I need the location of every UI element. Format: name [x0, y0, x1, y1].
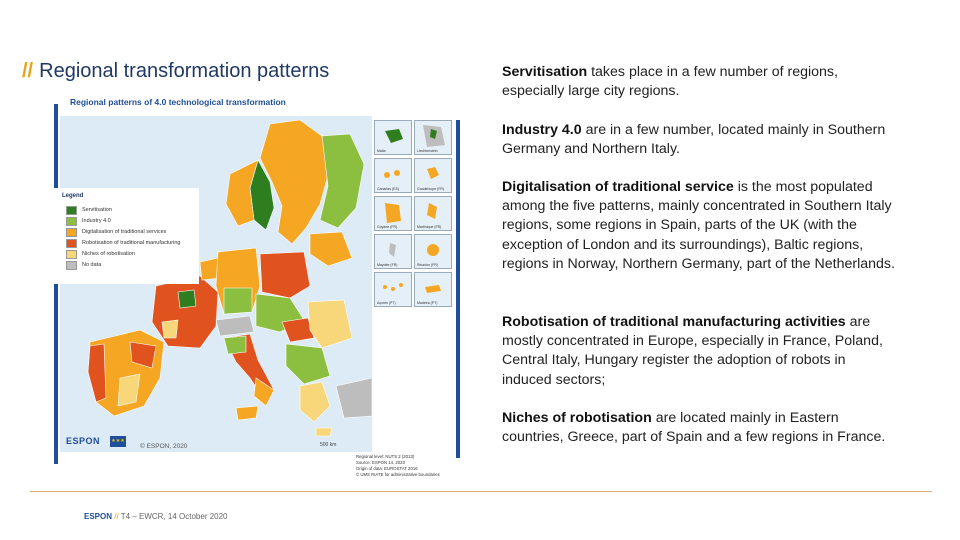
map-left-bar	[54, 104, 58, 464]
source-line: Origin of data: EUROSTAT 2016	[356, 466, 418, 471]
europe-map	[60, 116, 372, 452]
legend-swatch	[66, 261, 77, 270]
paragraph-term: Industry 4.0	[502, 122, 582, 138]
inset-label: Mayotte (FR)	[377, 263, 398, 267]
source-line: Source: ESPON 14, 2020	[356, 460, 405, 465]
paragraph-text: are located mainly in Eastern countries, Greece, part of Spain and a few regions in France.	[502, 410, 886, 446]
espon-logo: ESPON	[66, 436, 101, 446]
legend-label: Servitisation	[82, 207, 112, 213]
inset-martinique	[414, 196, 452, 231]
legend-item-servitisation	[66, 206, 112, 214]
inset-liechtenstein	[414, 120, 452, 155]
source-line: Regional level: NUTS 2 (2013)	[356, 454, 415, 459]
slide-title	[22, 60, 329, 83]
inset-guadeloupe	[414, 158, 452, 193]
legend-label: Industry 4.0	[82, 218, 111, 224]
paragraph-term: Niches of robotisation	[502, 410, 652, 426]
source-line: © UMS RIATE for administrative boundaries	[356, 472, 440, 477]
map-legend	[54, 188, 199, 284]
inset-label: Liechtenstein	[417, 149, 438, 153]
inset-guyane	[374, 196, 412, 231]
inset-label: Guyane (FR)	[377, 225, 398, 229]
legend-label: Robotisation of traditional manufacturing	[82, 240, 181, 246]
inset-label: Açores (PT)	[377, 301, 396, 305]
inset-mayotte	[374, 234, 412, 269]
footer-caption: T4 – EWCR, 14 October 2020	[120, 512, 228, 521]
legend-swatch	[66, 228, 77, 237]
legend-item-robotisation	[66, 239, 180, 247]
legend-item-industry-4	[66, 217, 111, 225]
inset-label: Canarias (ES)	[377, 187, 399, 191]
footer-divider	[30, 491, 932, 492]
inset-label: Malta	[377, 149, 386, 153]
inset-label: Madeira (PT)	[417, 301, 438, 305]
map-scale: 500 km	[320, 442, 337, 448]
inset-reunion	[414, 234, 452, 269]
paragraph-digitalisation	[502, 178, 897, 274]
inset-acores	[374, 272, 412, 307]
paragraph-industry-4	[502, 121, 897, 159]
eu-flag-icon: ★★★	[110, 436, 126, 447]
legend-swatch	[66, 250, 77, 259]
paragraph-term: Digitalisation of traditional service	[502, 179, 734, 195]
inset-label: Réunion (FR)	[417, 263, 439, 267]
inset-label: Guadeloupe (FR)	[417, 187, 445, 191]
inset-canarias	[374, 158, 412, 193]
legend-label: Digitalisation of traditional services	[82, 229, 167, 235]
inset-madeira	[414, 272, 452, 307]
legend-swatch	[66, 217, 77, 226]
map-figure	[52, 92, 457, 484]
legend-item-niches	[66, 250, 135, 258]
legend-label: No data	[82, 262, 102, 268]
map-source-note	[356, 454, 454, 478]
paragraph-text: are in a few number, located mainly in Southern Germany and Northern Italy.	[502, 122, 886, 158]
paragraph-servitisation	[502, 63, 897, 101]
legend-item-no-data	[66, 261, 101, 269]
legend-swatch	[66, 206, 77, 215]
legend-swatch	[66, 239, 77, 248]
footer-brand: ESPON	[84, 512, 113, 521]
legend-title: Legend	[62, 193, 84, 199]
inset-label: Martinique (FR)	[417, 225, 442, 229]
title-text: Regional transformation patterns	[39, 60, 330, 82]
paragraph-text: is the most populated among the five patterns, mainly concentrated in Southern Italy regions, some regions in Spain, parts of the UK (with the exception of London and its surroundings), Baltic regions, regions in Norway, Northern Germany, part of the Netherlands.	[502, 179, 895, 272]
footer-separator: //	[114, 512, 119, 521]
legend-label: Niches of robotisation	[82, 251, 135, 257]
map-insets	[374, 116, 456, 342]
title-slash: //	[22, 60, 34, 82]
paragraph-text: are mostly concentrated in Europe, especially in France, Poland, Central Italy, Hungary register the adoption of robots in induced sectors;	[502, 314, 883, 388]
inset-malta	[374, 120, 412, 155]
paragraph-robotisation	[502, 313, 897, 390]
map-heading: Regional patterns of 4.0 technological transformation	[70, 97, 286, 107]
paragraph-term: Servitisation	[502, 64, 588, 80]
footer	[84, 512, 228, 521]
map-right-bar	[456, 120, 460, 458]
legend-item-digitalisation	[66, 228, 166, 236]
paragraph-text: takes place in a few number of regions, especially large city regions.	[502, 64, 838, 100]
paragraph-niches	[502, 409, 897, 447]
europe-map-svg	[60, 116, 372, 452]
map-copyright: © ESPON, 2020	[140, 443, 188, 450]
paragraph-term: Robotisation of traditional manufacturing activities	[502, 314, 846, 330]
